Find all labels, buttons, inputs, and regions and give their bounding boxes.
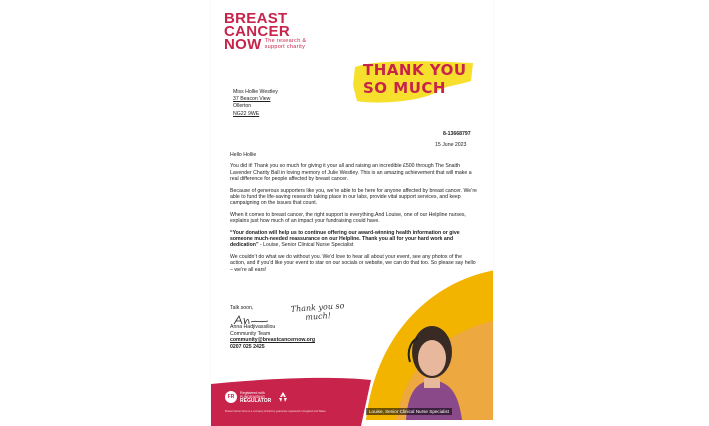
banner-line-2: SO MUCH [363,79,446,97]
breast-cancer-now-logo [224,12,306,51]
reference-number: 8-13668797 [443,131,471,137]
handwritten-note [290,301,345,323]
logo-line-1: BREAST [224,10,288,27]
closing: Talk soon, [230,305,254,311]
paragraph-2: Because of generous supporters like you, we’re able to be here for anyone affected by breast cancer. We’re able to fund the life-saving research taking place in our labs, provide vital support services, and keep campaigning on the issues that count. [230,187,477,207]
recipient-address [233,89,278,118]
logo-now-row [224,38,306,51]
logo-line-2: CANCER [224,23,290,40]
recipient-postcode: NG22 9WE [233,110,260,117]
fr-icon: FR [225,391,237,403]
paragraph-4: We couldn’t do what we do without you. We’d love to hear all about your event, see any photos of the action, and if you’d like your event to star on our socials or website, we can do that too. So please say hello – we’re all ears! [230,253,476,273]
paragraph-3: When it comes to breast cancer, the right support is everything.And Louise, one of our Helpline nurses, explains just how much of an impact your fundraising could have. [230,211,466,225]
signer-name: Anna Hadjivassiliou [230,324,276,331]
paragraph-1: You did it! Thank you so much for giving it your all and raising an incredible £500 through The Snaith Lavender Charity Ball in loving memory of Julie Westley. This is an amazing achievement that will make a real difference for people affected by breast cancer. [230,163,472,183]
banner-text [363,61,467,97]
regulator-line-2: REGULATOR [240,398,272,404]
footer-small-print: Breast Cancer Now is a company limited by guarantee registered in England and Wales [225,410,326,413]
recycle-icon [277,391,289,403]
handwritten-line-1: Thank you so [290,301,345,314]
logo-line-3: NOW [224,36,262,53]
thank-you-banner [349,57,477,107]
logo-tagline-2: support charity [264,44,306,50]
logo-tagline [265,38,307,50]
banner-line-1: THANK YOU [363,61,467,79]
quote-attribution: - Louise, Senior Clinical Nurse Specialist [258,242,354,249]
photo-caption: Louise, Senior Clinical Nurse Specialist [366,408,452,415]
contact-email[interactable]: community@breastcancernow.org [230,337,316,344]
regulator-text [240,391,271,403]
logo-tagline-1: The research & [264,38,307,44]
recipient-town: Ollerton [233,103,252,110]
letter-page [211,0,493,426]
signer-team: Community Team [230,330,271,337]
recipient-name: Miss Hollie Westley [233,89,278,95]
signature-scribble [233,314,269,326]
regulator-line-1: FUNDRAISING [240,395,265,399]
registered-with: Registered with [240,391,265,395]
contact-phone: 0207 025 2425 [230,343,265,350]
letter-body [230,152,478,278]
letter-date: 15 June 2023 [435,142,467,148]
fundraising-regulator-badge [225,391,289,403]
quote-text: “Your donation will help us to continue offering our award-winning health information or give someone much-needed reassurance on our Helpline. Thank you all for your hard work and dedication” [230,229,460,249]
handwritten-line-2: much! [305,311,332,322]
nurse-quote [230,230,478,249]
greeting: Hello Hollie [230,152,257,158]
recipient-street: 37 Beacon View [233,96,271,103]
